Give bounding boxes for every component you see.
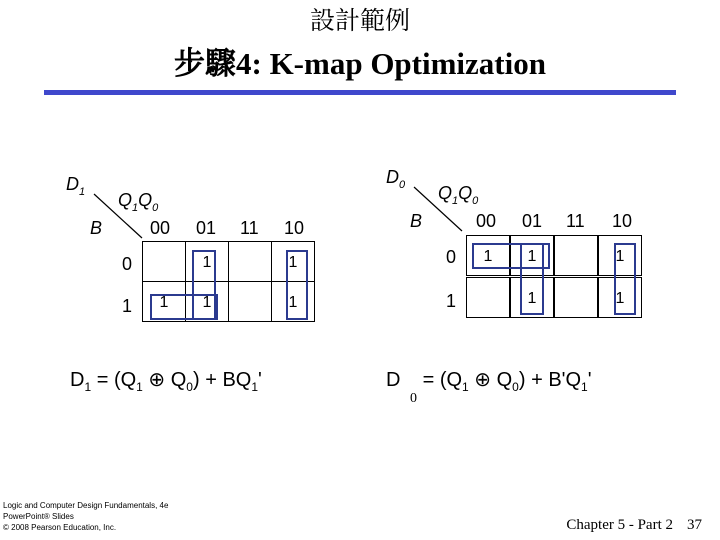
kmap-col-header: 11: [566, 211, 585, 231]
kmap-column-vars: $Q_1Q_0$: [118, 190, 159, 214]
kmap-col-header: 11: [240, 218, 259, 238]
footer-credit: Logic and Computer Design Fundamentals, 4e PowerPoint® Slides © 2008 Pearson Education, Inc.: [3, 501, 169, 532]
kmap-diagonal-line: [90, 190, 150, 240]
kmap-group-box: [520, 243, 544, 315]
slide-title-line1: 設計範例: [309, 6, 410, 35]
kmap-output-label: $D_0$: [386, 167, 406, 191]
kmap-row-header: 0: [122, 254, 133, 274]
page-number: 37: [687, 517, 702, 533]
kmap-row-header: 0: [446, 247, 457, 267]
title-divider: [44, 90, 676, 95]
kmap-col-header: 01: [522, 211, 543, 231]
kmap-cell: 1: [466, 235, 510, 276]
kmap-col-header: 10: [284, 218, 305, 238]
kmap-row-header: 1: [122, 296, 133, 316]
kmap-row-var: B: [410, 211, 423, 231]
kmap-cell: 1: [510, 235, 554, 276]
kmap-cell: 1: [271, 281, 315, 322]
chapter-label: Chapter 5 - Part 2: [566, 517, 673, 533]
kmap-diagonal-line: [410, 183, 470, 233]
kmap-cell: 1: [598, 235, 642, 276]
kmap-cell: [228, 241, 272, 282]
kmap-d1: [60, 170, 330, 340]
kmap-cell: [554, 235, 598, 276]
equation-d0: D $_0 = (Q_1$ ⊕ $Q_0) + B'Q_1'$: [386, 369, 592, 406]
kmap-col-header: 01: [196, 218, 217, 238]
kmap-cell: 1: [598, 277, 642, 318]
xor-symbol: ⊕: [148, 369, 166, 391]
kmap-group-box: [614, 243, 636, 315]
kmap-row-header: 1: [446, 291, 457, 311]
kmap-col-header: 10: [612, 211, 633, 231]
kmap-output-label: $D_1$: [66, 174, 86, 198]
kmap-row-var: B: [90, 218, 103, 238]
kmap-cell: 1: [271, 241, 315, 282]
kmap-column-vars: $Q_1Q_0$: [438, 183, 479, 207]
kmap-d0: [380, 163, 680, 333]
kmap-col-header: 00: [150, 218, 171, 238]
kmap-group-box: [286, 250, 308, 320]
xor-symbol: ⊕: [474, 369, 492, 391]
kmap-cell: [142, 241, 186, 282]
kmap-cell: [228, 281, 272, 322]
slide-title-line2: 步驟4: K-map Optimization: [174, 46, 546, 81]
kmap-cell: 1: [185, 281, 229, 322]
kmap-cell: 1: [142, 281, 186, 322]
kmap-cell: [466, 277, 510, 318]
kmap-cell: 1: [510, 277, 554, 318]
kmap-cell: 1: [185, 241, 229, 282]
kmap-group-box: [150, 294, 218, 320]
kmap-cell: [554, 277, 598, 318]
equation-d1: $D_1 = (Q_1$ ⊕ $Q_0) + BQ_1'$: [70, 369, 262, 394]
kmap-col-header: 00: [476, 211, 497, 231]
footer-page-info: [566, 516, 702, 534]
